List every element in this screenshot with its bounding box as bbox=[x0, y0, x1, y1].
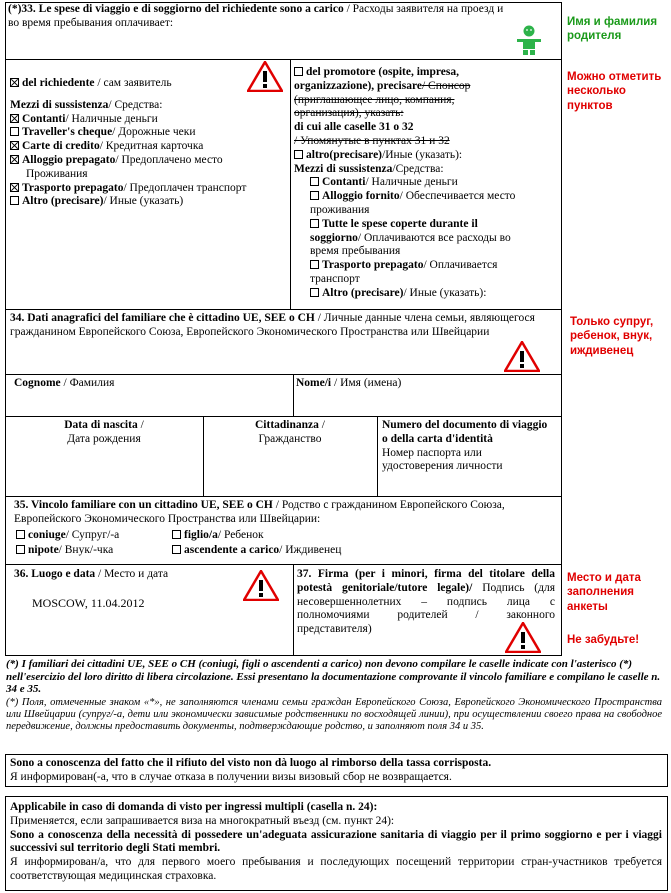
place-date-value[interactable]: MOSCOW, 11.04.2012 bbox=[32, 596, 145, 610]
checkbox-travellers[interactable] bbox=[10, 127, 19, 136]
checkbox-spouse[interactable] bbox=[16, 530, 25, 539]
annotation-dont-forget: Не забудьте! bbox=[567, 634, 640, 646]
checkbox-grandchild[interactable] bbox=[16, 545, 25, 554]
checkbox-dependent[interactable] bbox=[172, 545, 181, 554]
footnote-it: (*) I familiari dei cittadini UE, SEE o CH (coniugi, figli o ascendenti a carico) non devono compilare le caselle indicate con l'asterisco (*) nell'esercizio del loro diritto di libera circolazione. Essi presentano la documentazione comprovante il vincolo familiare e compilano le caselle n. 34 e 35. bbox=[6, 658, 661, 696]
s33-header: (*)33. Le spese di viaggio e di soggiorno del richiedente sono a carico / Расходы заявителя на проезд и во время пребывания оплачивает: bbox=[8, 3, 504, 29]
citizenship-field[interactable]: Cittadinanza / Гражданство bbox=[255, 419, 325, 445]
checkbox-sponsor-transport[interactable] bbox=[310, 260, 319, 269]
checkbox-accommodation[interactable] bbox=[10, 155, 19, 164]
checkbox-credit[interactable] bbox=[10, 141, 19, 150]
name-field[interactable]: Nome/i / Имя (имена) bbox=[296, 377, 402, 389]
annotation-place-date: Место и дата заполнения анкеты bbox=[567, 572, 641, 613]
warning-icon bbox=[505, 622, 541, 653]
s37-title[interactable]: 37. Firma (per i minori, firma del titolare della potestà genitoriale/tutore legale)/ Подпись (для несовершеннолетних – подпись лица с полномочиями родителей / законного представителя) bbox=[297, 568, 555, 636]
warning-icon bbox=[247, 61, 283, 92]
checkbox-self[interactable] bbox=[10, 78, 19, 87]
checkbox-sponsor-other[interactable] bbox=[310, 288, 319, 297]
surname-field[interactable]: Cognome / Фамилия bbox=[14, 377, 115, 389]
checkbox-other[interactable] bbox=[10, 196, 19, 205]
checkbox-other-sponsor[interactable] bbox=[294, 150, 303, 159]
baby-icon bbox=[512, 23, 546, 57]
checkbox-sponsor-cash[interactable] bbox=[310, 177, 319, 186]
multi-text: Applicabile in caso di domanda di visto per ingressi multipli (casella n. 24): Применяется, если запрашивается виза на многократный въезд (см. пункт 24): Sono a conoscenza della necessità di possedere un'adeguata assicurazione sanitaria di viaggio per il primo soggiorno e per i viaggi successivi sul territorio degli Stati membri. Я информирован/а, что для первого моего пребывания и последующих посещений территории стран-участников требуется соответствующая медицинская страховка. bbox=[10, 801, 662, 882]
checkbox-sponsor-accommodation[interactable] bbox=[310, 191, 319, 200]
annotation-multi-select: Можно отметить несколько пунктов bbox=[567, 71, 662, 112]
checkbox-sponsor-all[interactable] bbox=[310, 219, 319, 228]
checkbox-promoter[interactable] bbox=[294, 67, 303, 76]
notice-text: Sono a conoscenza del fatto che il rifiuto del visto non dà luogo al rimborso della tassa corrisposta. Я информирован(-а, что в случае отказа в получении визы визовый сбор не возвращается. bbox=[10, 757, 492, 783]
checkbox-cash[interactable] bbox=[10, 114, 19, 123]
annotation-parent-name: Имя и фамилия родителя bbox=[567, 16, 658, 43]
checkbox-child[interactable] bbox=[172, 530, 181, 539]
s34-title: 34. Dati anagrafici del familiare che è cittadino UE, SEE o CH / Личные данные члена семьи, являющегося гражданином Европейского Союза, Европейского Экономического Пространства или Швейцарии bbox=[10, 312, 535, 338]
warning-icon bbox=[504, 341, 540, 372]
s33-left: del richiedente / сам заявитель Mezzi di sussistenza/ Средства: Contanti/ Наличные деньги Traveller's cheque/ Дорожные чеки Carte di credito/ Кредитная карточка Alloggio prepagato/ Предоплачено место Проживания Trasporto prepagato/ Предоплачен транспорт Altro (precisare)/ Иные (указать) bbox=[10, 77, 247, 208]
document-field[interactable]: Numero del documento di viaggio o della carta d'identità Номер паспорта или удостоверения личности bbox=[382, 419, 548, 473]
s33-right: del promotore (ospite, impresa, organizzazione), precisare/ Спонсор (приглашающее лицо, компания, организация), указать: di cui alle caselle 31 o 32 / Упомянутые в пунктах 31 и 32 altro(precisare)/Иные (указать): Mezzi di sussistenza/Средства: Contanti/ Наличные деньги Alloggio fornito/ Обеспечивается место проживания Tutte le spese coperte durante il soggiorno/ Оплачиваются все расходы во время пребывания Trasporto prepagato/ Оплачивается транспорт Altro (precisare)/ Иные (указать): bbox=[294, 66, 516, 299]
s35-title: 35. Vincolo familiare con un cittadino UE, SEE o CH / Родство с гражданином Европейского Союза, Европейского Экономического Пространства или Швейцарии: bbox=[14, 499, 505, 525]
annotation-only-family: Только супруг, ребенок, внук, иждивенец bbox=[570, 316, 654, 357]
checkbox-transport[interactable] bbox=[10, 183, 19, 192]
warning-icon bbox=[243, 570, 279, 601]
footnote-ru: (*) Поля, отмеченные знаком «*», не заполняются членами семьи граждан Европейского Союза, Европейского Экономического Пространства или Швейцарии (супруг/-а, дети или экономически зависимые родственники по восходящей линии), при осуществлении своего права на свободное передвижение, должны предоставить документы, подтверждающие родство, и заполняют поля 34 и 35. bbox=[6, 697, 662, 733]
s36-title: 36. Luogo e data / Место и дата bbox=[14, 568, 169, 580]
birthdate-field[interactable]: Data di nascita / Дата рождения bbox=[64, 419, 144, 445]
